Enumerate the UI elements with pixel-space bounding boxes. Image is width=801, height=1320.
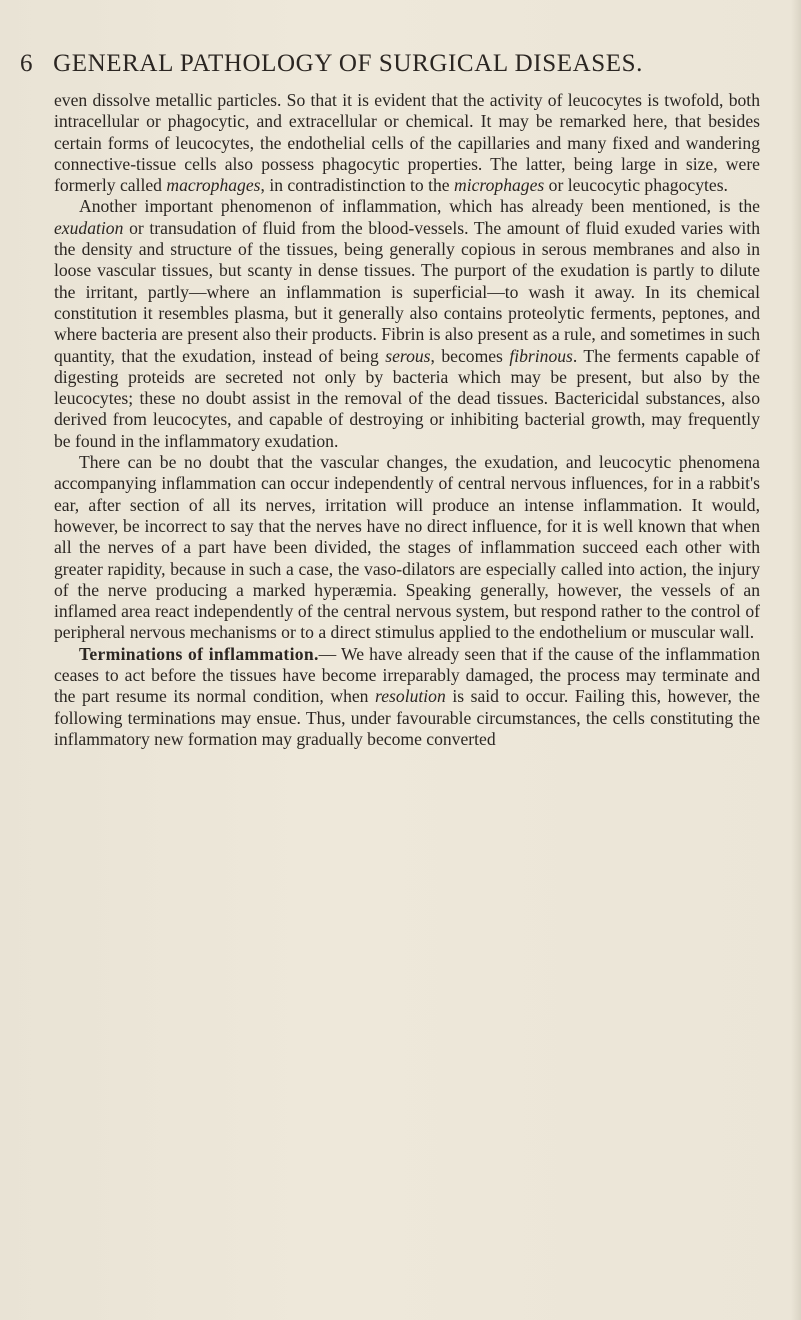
paragraph-exudation <box>54 196 760 452</box>
term-microphages: microphages <box>454 175 545 196</box>
text-run: , becomes <box>430 345 510 366</box>
paragraph-terminations <box>54 644 760 750</box>
text-run: There can be no doubt that the vascular changes, the exudation, and leucocytic phenomena accompanying inflammation can occur independently of central nervous influences, for in a rabbit's ear, after section of all its nerves, irritation will produce an intense inflammation. It would, however, be incorrect to say that the nerves have no direct influence, for it is well known that when all the nerves of a part have been divided, the stages of inflammation succeed each other with greater rapidity, because in such a case, the vaso-dilators are especially called into action, the injury of the nerve producing a marked hyperæmia. Speaking generally, however, the vessels of an inflamed area react independently of the central nervous system, but respond rather to the control of peripheral nervous mechanisms or to a direct stimulus applied to the endothelium or muscular wall. <box>54 452 760 643</box>
term-serous: serous <box>385 345 431 366</box>
text-run: is said to occur. Failing this, however, the following terminations may ensue. Thus, under favourable circumstances, the cells constituting the inflammatory new formation may gradually become converted <box>54 686 760 749</box>
text-run: even dissolve metallic particles. So that it is evident that the activity of leucocytes is twofold, both intracellular or phagocytic, and extracellular or chemical. It may be remarked here, that besides certain forms of leucocytes, the endothelial cells of the capillaries and many fixed and wandering connective-tissue cells also possess phagocytic properties. The latter, being large in size, were formerly called <box>54 90 760 196</box>
body-text <box>54 90 760 750</box>
running-header <box>20 50 760 84</box>
term-exudation: exudation <box>54 217 124 238</box>
paragraph-nervous-influence <box>54 452 760 644</box>
term-resolution: resolution <box>375 686 446 707</box>
text-run: , in contradistinction to the <box>260 175 455 196</box>
term-fibrinous: fibrinous <box>509 345 573 366</box>
page-number: 6 <box>20 50 34 77</box>
section-heading-terminations: Terminations of inflammation. <box>79 643 319 664</box>
text-run: . The ferments capable of digesting proteids are secreted not only by bacteria which may be present, but also by the leucocytes; these no doubt assist in the removal of the dead tissues. Bactericidal substances, also derived from leucocytes, and capable of destroying or inhibiting bacterial growth, may frequently be found in the inflammatory exudation. <box>54 345 761 451</box>
text-run: Another important phenomenon of inflammation, which has already been mentioned, is the <box>79 196 760 217</box>
text-run: — We have already seen that if the cause of the inflammation ceases to act before the tissues have become irreparably damaged, the process may terminate and the part resume its normal condition, when <box>54 643 760 707</box>
paragraph-phagocytosis <box>54 90 760 196</box>
page-edge-shadow <box>791 0 801 1320</box>
text-run: or transudation of fluid from the blood-vessels. The amount of fluid exuded varies with the density and structure of the tissues, being generally copious in serous membranes and also in loose vascular tissues, but scanty in dense tissues. The purport of the exudation is partly to dilute the irritant, partly—where an inflammation is superficial—to wash it away. In its chemical constitution it resembles plasma, but it generally also contains proteolytic ferments, peptones, and where bacteria are present also their products. Fibrin is also present as a rule, and sometimes in such quantity, that the exudation, instead of being <box>54 217 760 366</box>
term-macrophages: macrophages <box>166 175 261 196</box>
text-run: or leucocytic phagocytes. <box>544 175 728 196</box>
running-title: GENERAL PATHOLOGY OF SURGICAL DISEASES. <box>53 50 643 77</box>
